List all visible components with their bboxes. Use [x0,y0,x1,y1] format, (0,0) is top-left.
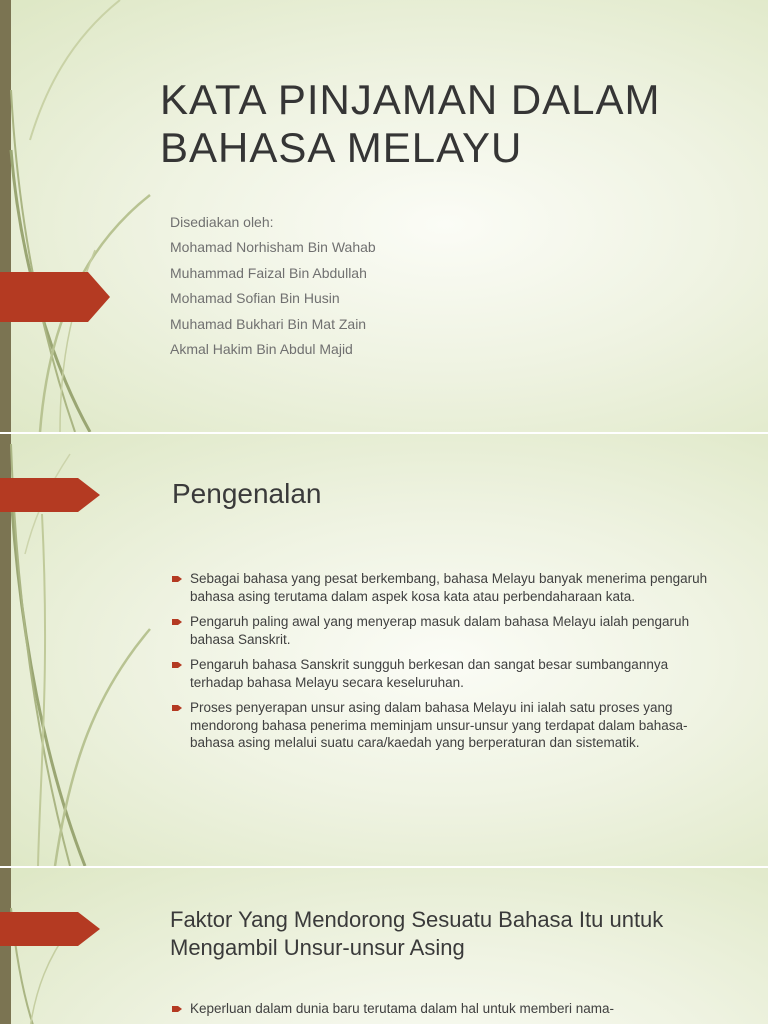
arrow-bullet-icon [172,704,182,712]
slide-title: Pengenalan [172,478,322,509]
author-list-item: Muhammad Faizal Bin Abdullah [170,264,367,281]
list-item [172,699,720,752]
author-list-item: Disediakan oleh: [170,214,274,230]
slide-3[interactable] [0,868,768,1024]
title-line-2: BAHASA MELAYU [160,124,523,171]
bullet-list [172,1000,720,1024]
decorative-swirl-icon [0,0,160,432]
list-item-text: Keperluan dalam dunia baru terutama dalam hal untuk memberi nama- [190,1001,614,1016]
author-list-item: Mohamad Sofian Bin Husin [170,290,340,307]
bullet-list [172,570,720,760]
presentation-title [160,76,740,172]
arrow-bullet-icon [172,575,182,583]
title-line-1: KATA PINJAMAN DALAM [160,76,661,123]
list-item-text: Sebagai bahasa yang pesat berkembang, bahasa Melayu banyak menerima pengaruh bahasa asing terutama dalam aspek kosa kata atau perbendaharaan kata. [190,571,708,604]
arrow-tab-icon [0,904,110,954]
author-list [170,210,376,362]
list-item-text: Pengaruh paling awal yang menyerap masuk dalam bahasa Melayu ialah pengaruh bahasa Sanskrit. [190,614,690,647]
author-list-item: Mohamad Norhisham Bin Wahab [170,239,376,256]
author-list-item: Akmal Hakim Bin Abdul Majid [170,341,353,358]
arrow-bullet-icon [172,661,182,669]
slide-title: Faktor Yang Mendorong Sesuatu Bahasa Itu untuk Mengambil Unsur-unsur Asing [170,907,664,960]
list-item [172,613,720,648]
list-item [172,1000,720,1018]
arrow-bullet-icon [172,1005,182,1013]
slide-1[interactable] [0,0,768,432]
slide-2[interactable] [0,434,768,866]
list-item [172,656,720,691]
list-item-text: Pengaruh bahasa Sanskrit sungguh berkesan dan sangat besar sumbangannya terhadap bahasa Melayu secara keseluruhan. [190,657,669,690]
author-list-item: Muhamad Bukhari Bin Mat Zain [170,315,367,332]
arrow-tab-icon [0,470,110,520]
list-item [172,570,720,605]
arrow-tab-icon [0,272,110,322]
list-item-text: Proses penyerapan unsur asing dalam bahasa Melayu ini ialah satu proses yang mendorong bahasa penerima meminjam unsur-unsur yang terdapat dalam bahasa-bahasa asing melalui suatu cara/kaedah yang berperaturan dan sistematik. [190,700,688,750]
arrow-bullet-icon [172,618,182,626]
